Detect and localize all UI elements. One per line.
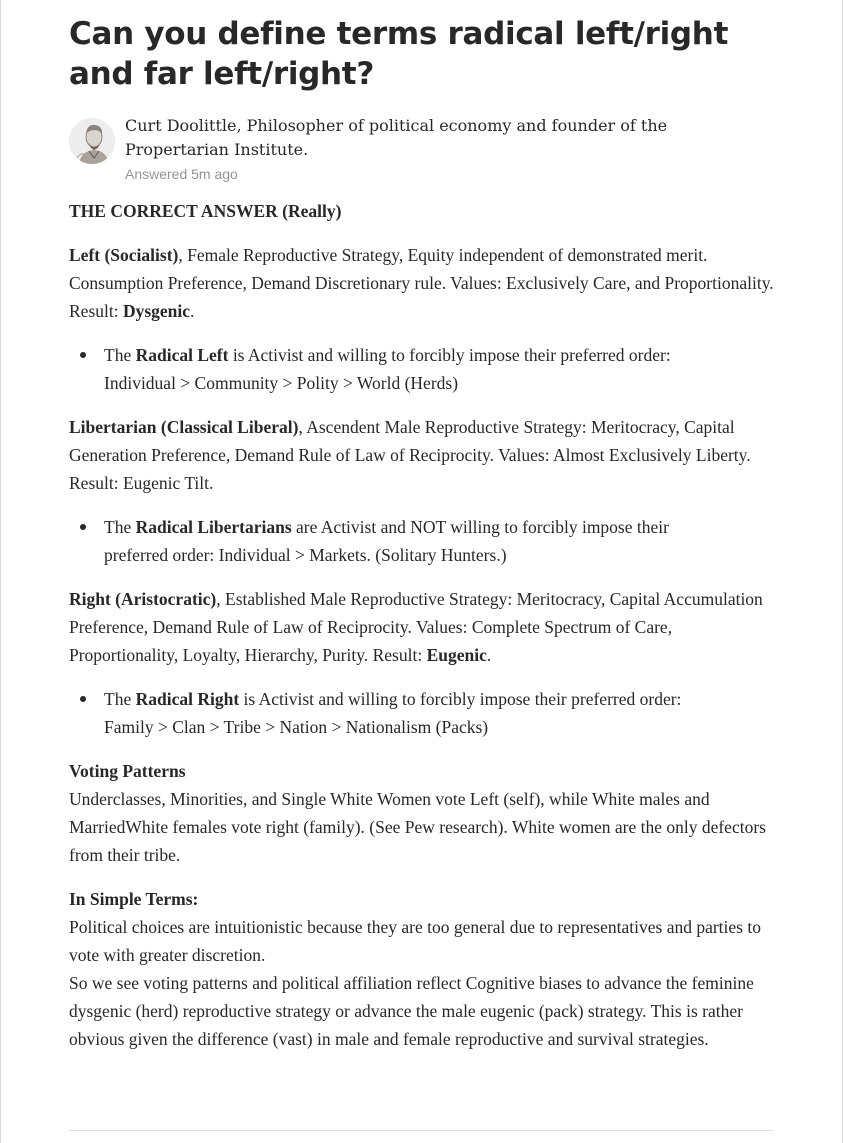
correct-answer-heading: THE CORRECT ANSWER (Really) — [69, 201, 342, 221]
libertarian-bullet-list — [69, 513, 781, 569]
question-title[interactable]: Can you define terms radical left/right and far left/right? — [69, 16, 729, 92]
list-item — [104, 341, 724, 397]
right-paragraph — [69, 585, 781, 669]
voting-text: Underclasses, Minorities, and Single White Women vote Left (self), while White males and MarriedWhite females vote right (family). (See Pew research). White women are the only defectors from their tribe. — [69, 789, 766, 865]
simple-terms-line1: Political choices are intuitionistic because they are too general due to representatives and parties to vote with greater discretion. — [69, 917, 761, 965]
right-end: . — [486, 645, 492, 665]
left-bullet-list — [69, 341, 781, 397]
right-bullet-list — [69, 685, 781, 741]
left-result: Dysgenic — [122, 301, 191, 321]
list-item — [104, 513, 724, 569]
bullet-pre: The — [104, 689, 136, 709]
bullet-text: are Activist and NOT willing to forcibly impose their preferred order: Individual > Markets. (Solitary Hunters.) — [104, 517, 669, 565]
voting-section — [69, 757, 781, 869]
left-paragraph — [69, 241, 781, 325]
left-text: , Female Reproductive Strategy, Equity independent of demonstrated merit. Consumption Preference, Demand Discretionary rule. Values: Exclusively Care, and Proportionality. Result: — [69, 245, 774, 321]
libertarian-text: , Ascendent Male Reproductive Strategy: Meritocracy, Capital Generation Preference, Demand Rule of Law of Reciprocity. Values: Almost Exclusively Liberty. Result: Eugenic Tilt. — [69, 417, 751, 493]
author-avatar[interactable] — [69, 118, 115, 164]
right-label: Right (Aristocratic) — [69, 589, 217, 609]
bullet-bold: Radical Libertarians — [135, 517, 292, 537]
bullet-bold: Radical Left — [135, 345, 229, 365]
left-label: Left (Socialist) — [69, 245, 179, 265]
list-item — [104, 685, 724, 741]
avatar-portrait-icon — [69, 118, 115, 164]
author-info — [125, 114, 745, 184]
answer-body — [69, 197, 781, 1053]
right-result: Eugenic — [426, 645, 487, 665]
simple-terms-section — [69, 885, 781, 1053]
simple-terms-heading: In Simple Terms: — [69, 889, 199, 909]
author-credential-line — [125, 114, 745, 162]
author-row — [69, 118, 781, 192]
author-credential: , Philosopher of political economy and founder of the Propertarian Institute. — [125, 116, 668, 159]
footer-divider — [69, 1130, 774, 1131]
right-text: , Established Male Reproductive Strategy: Meritocracy, Capital Accumulation Preference, Demand Rule of Law of Reciprocity. Values: Complete Spectrum of Care, Proportionality, Loyalty, Hierarchy, Purity. Result: — [69, 589, 763, 665]
bullet-pre: The — [104, 517, 136, 537]
libertarian-label: Libertarian (Classical Liberal) — [69, 417, 299, 437]
left-end: . — [190, 301, 195, 321]
author-name[interactable]: Curt Doolittle — [125, 116, 237, 135]
bullet-pre: The — [104, 345, 136, 365]
bullet-bold: Radical Right — [135, 689, 240, 709]
bullet-text: is Activist and willing to forcibly impose their preferred order: Family > Clan > Tribe > Nation > Nationalism (Packs) — [104, 689, 682, 737]
answered-timestamp[interactable]: Answered 5m ago — [125, 166, 238, 182]
bullet-text: is Activist and willing to forcibly impose their preferred order: Individual > Community > Polity > World (Herds) — [104, 345, 671, 393]
answer-content — [69, 14, 781, 1069]
voting-heading: Voting Patterns — [69, 761, 186, 781]
simple-terms-line2: So we see voting patterns and political affiliation reflect Cognitive biases to advance the feminine dysgenic (herd) reproductive strategy or advance the male eugenic (pack) strategy. This is rather obvious given the difference (vast) in male and female reproductive and survival strategies. — [69, 973, 754, 1049]
libertarian-paragraph — [69, 413, 781, 497]
